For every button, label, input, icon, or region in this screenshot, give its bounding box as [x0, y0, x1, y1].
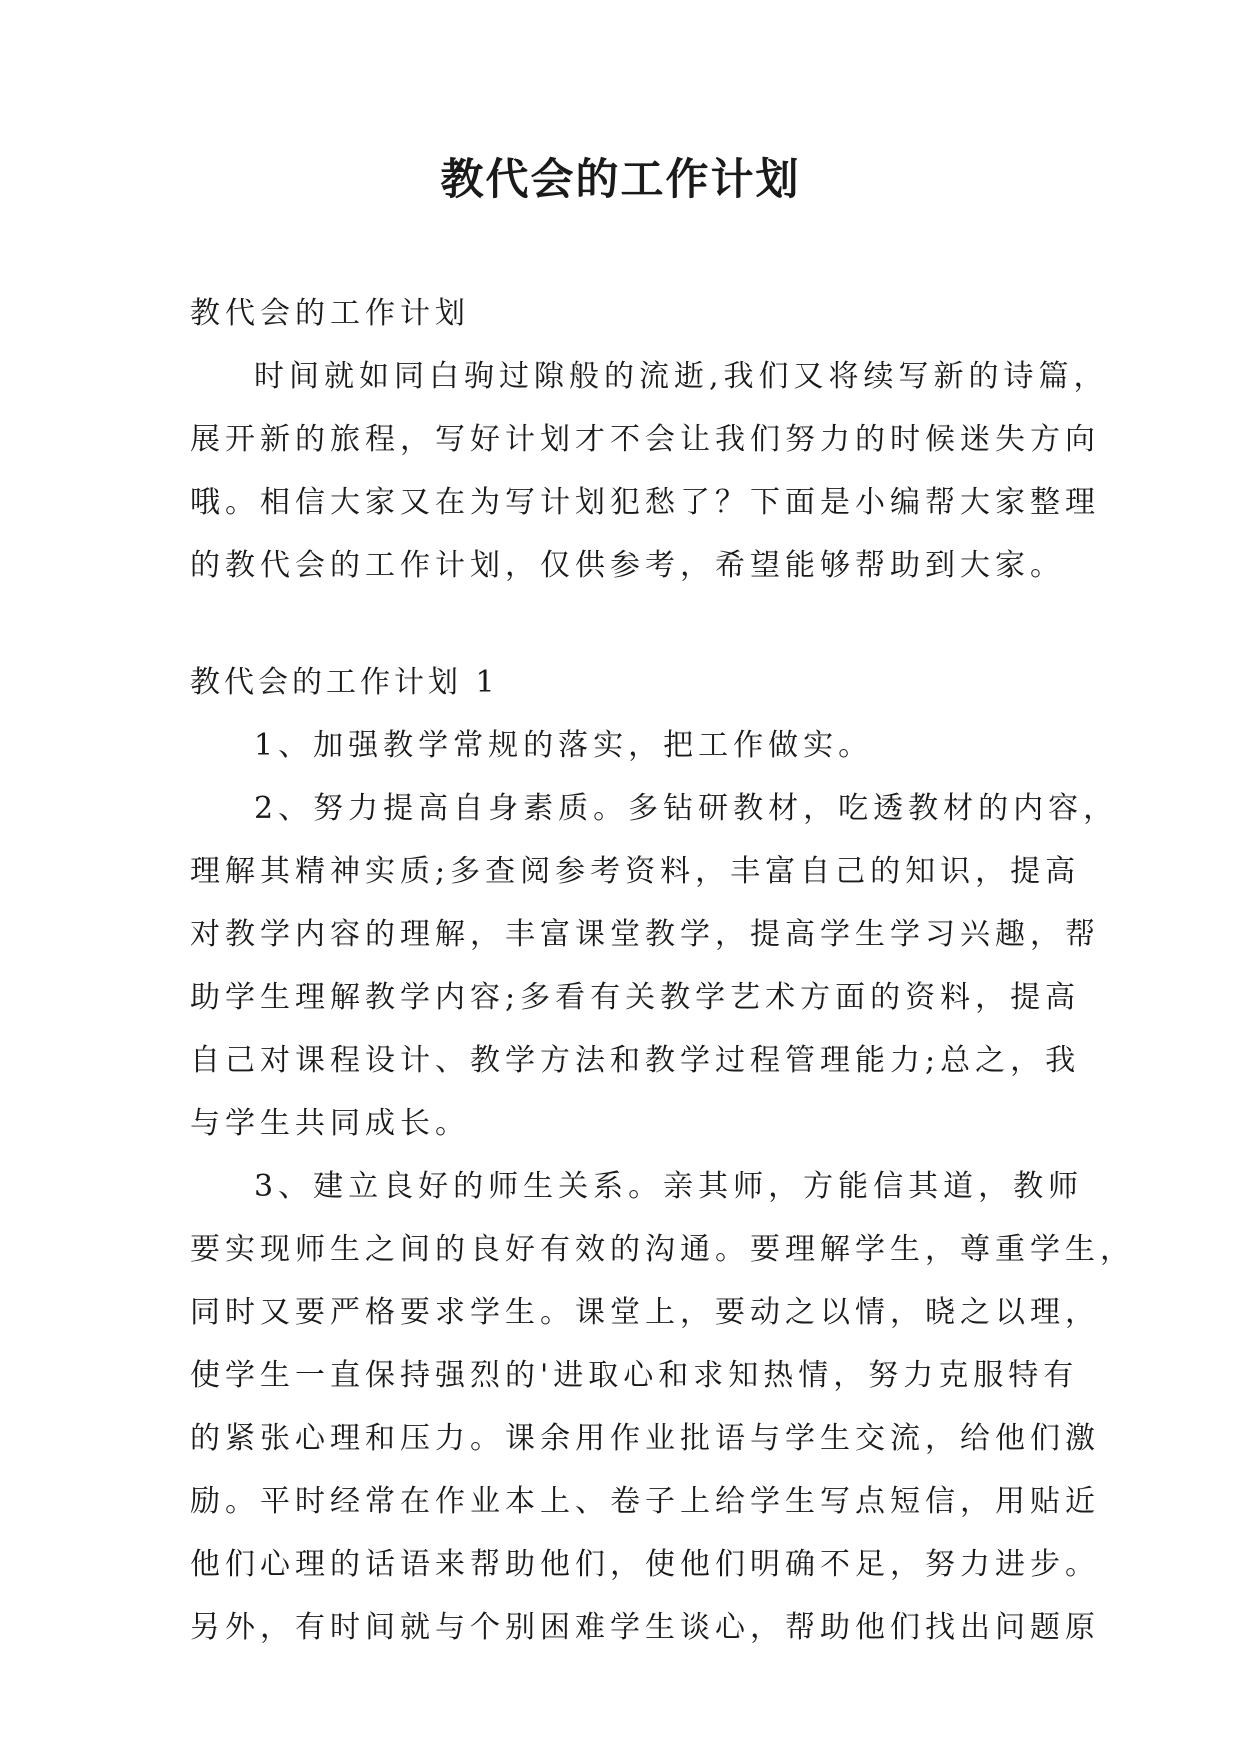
intro-line: 时间就如同白驹过隙般的流逝,我们又将续写新的诗篇，	[254, 359, 1109, 394]
document-body	[190, 282, 1135, 1659]
item3-line: 同时又要严格要求学生。课堂上，要动之以情，晓之以理，	[190, 1295, 1100, 1330]
section-heading: 教代会的工作计划 1	[190, 665, 499, 700]
item2-line: 2、努力提高自身素质。多钻研教材，吃透教材的内容，	[254, 791, 1119, 826]
intro-line: 展开新的旅程，写好计划才不会让我们努力的时候迷失方向	[190, 422, 1100, 457]
item3-line: 3、建立良好的师生关系。亲其师，方能信其道，教师	[254, 1169, 1084, 1204]
document-title: 教代会的工作计划	[440, 155, 801, 205]
item2-line: 理解其精神实质;多查阅参考资料，丰富自己的知识，提高	[190, 854, 1081, 889]
paragraph-gap	[190, 597, 1050, 651]
item3-line: 要实现师生之间的良好有效的沟通。要理解学生，尊重学生，	[190, 1232, 1135, 1267]
item3-line: 他们心理的话语来帮助他们，使他们明确不足，努力进步。	[190, 1547, 1100, 1582]
item2-line: 自己对课程设计、教学方法和教学过程管理能力;总之，我	[190, 1043, 1081, 1078]
item3-line: 另外，有时间就与个别困难学生谈心，帮助他们找出问题原	[190, 1610, 1100, 1645]
item3-line: 使学生一直保持强烈的'进取心和求知热情，努力克服特有	[190, 1358, 1079, 1393]
item1-line: 1、加强教学常规的落实，把工作做实。	[254, 728, 874, 763]
item2-line: 对教学内容的理解，丰富课堂教学，提高学生学习兴趣，帮	[190, 917, 1100, 952]
item3-line: 励。平时经常在作业本上、卷子上给学生写点短信，用贴近	[190, 1484, 1100, 1519]
intro-line: 哦。相信大家又在为写计划犯愁了？下面是小编帮大家整理	[190, 485, 1100, 520]
item3-line: 的紧张心理和压力。课余用作业批语与学生交流，给他们激	[190, 1421, 1100, 1456]
intro-heading: 教代会的工作计划	[190, 296, 470, 331]
item2-line: 助学生理解教学内容;多看有关教学艺术方面的资料，提高	[190, 980, 1081, 1015]
item2-line: 与学生共同成长。	[190, 1106, 470, 1141]
intro-line: 的教代会的工作计划，仅供参考，希望能够帮助到大家。	[190, 548, 1065, 583]
